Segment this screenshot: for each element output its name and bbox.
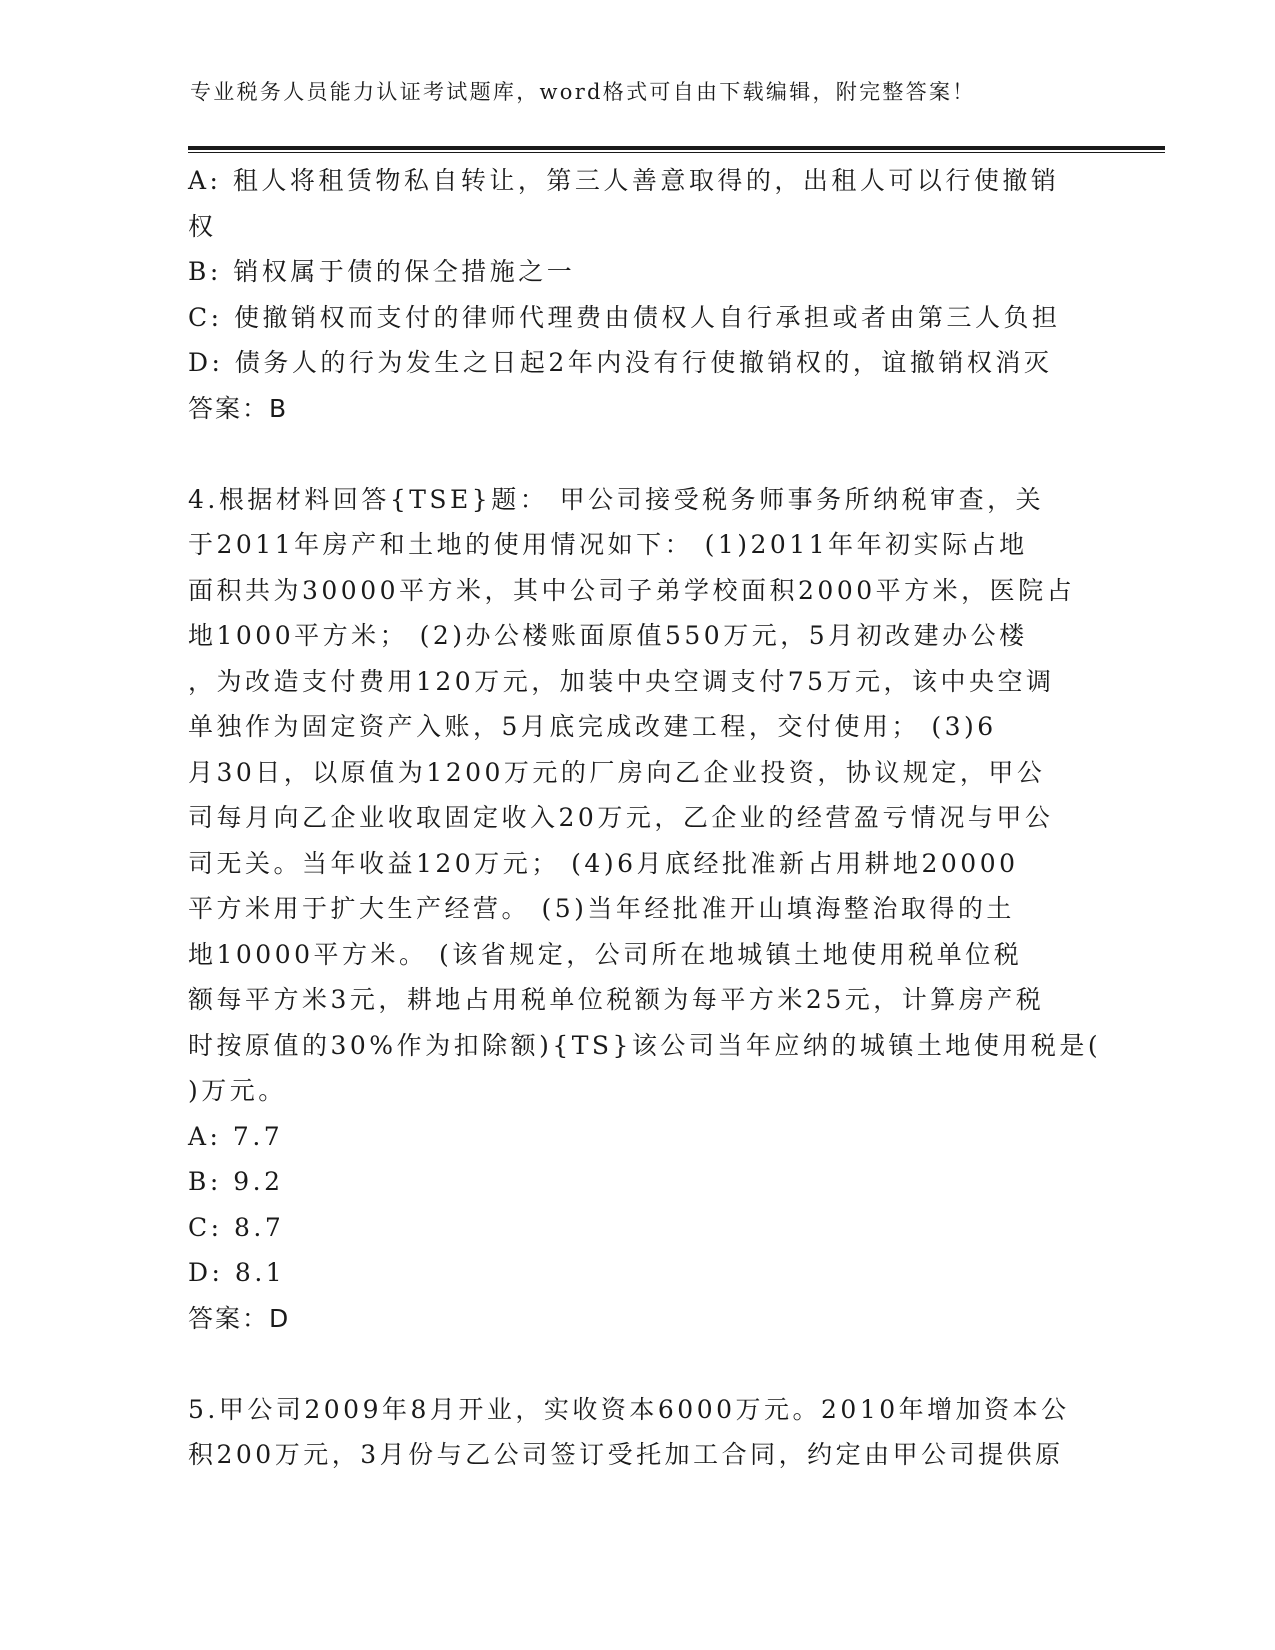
question-4-text-line: 额每平方米3元，耕地占用税单位税额为每平方米25元，计算房产税 — [188, 985, 1045, 1014]
question-4-option-d: D: 8.1 — [188, 1258, 286, 1287]
question-5-text-line: 积200万元，3月份与乙公司签订受托加工合同，约定由甲公司提供原 — [188, 1440, 1064, 1469]
question-4-block — [188, 477, 1102, 1342]
question-4-text-line: 司每月向乙企业收取固定收入20万元，乙企业的经营盈亏情况与甲公 — [188, 803, 1054, 832]
question-3-block — [188, 158, 1088, 431]
spacer — [188, 1341, 1088, 1387]
question-4-text-line: 时按原值的30%作为扣除额){TS}该公司当年应纳的城镇土地使用税是( — [188, 1030, 1102, 1060]
question-3-option-b: B: 销权属于债的保仝措施之一 — [188, 257, 576, 286]
question-4-text-line: 司无关。当年收益120万元； (4)6月底经批准新占用耕地20000 — [188, 848, 1019, 878]
question-4-text-line: ，为改造支付费用120万元，加装中央空调支付75万元，该中央空调 — [188, 666, 1055, 696]
question-4-text-line: 地1000平方米； (2)办公楼账面原值550万元，5月初改建办公楼 — [188, 621, 1028, 650]
question-3-option-c: C: 使撤销权而支付的律师代理费由债权人自行承担或者由第三人负担 — [188, 302, 1061, 332]
question-4-text-line: 于2011年房产和土地的使用情况如下： (1)2011年年初实际占地 — [188, 530, 1028, 559]
question-4-option-b: B: 9.2 — [188, 1167, 284, 1196]
header-rule — [188, 146, 1165, 150]
question-4-option-a: A: 7.7 — [188, 1121, 284, 1151]
page-header: 专业税务人员能力认证考试题库，word格式可自由下载编辑，附完整答案！ — [190, 80, 976, 104]
question-4-text-line: 4.根据材料回答{TSE}题： 甲公司接受税务师事务所纳税审查，关 — [188, 484, 1045, 514]
question-3-answer: 答案：B — [188, 393, 289, 423]
question-5-text-line: 5.甲公司2009年8月开业，实收资本6000万元。2010年增加资本公 — [188, 1394, 1070, 1424]
question-3-option-a: A: 租人将租赁物私自转让，第三人善意取得的，出租人可以行使撤销 — [188, 166, 1060, 195]
question-4-text-line: 月30日，以原值为1200万元的厂房向乙企业投资，协议规定，甲公 — [188, 757, 1046, 787]
question-4-text-line: 单独作为固定资产入账，5月底完成改建工程，交付使用； (3)6 — [188, 712, 997, 741]
document-body — [188, 158, 1102, 1478]
question-4-text-line: 面积共为30000平方米，其中公司子弟学校面积2000平方米，医院占 — [188, 575, 1076, 605]
question-4-text-line: 地10000平方米。 (该省规定，公司所在地城镇土地使用税单位税 — [188, 939, 1023, 969]
question-3-option-d: D: 债务人的行为发生之日起2年内没有行使撤销权的，谊撤销权消灭 — [188, 348, 1053, 377]
question-4-text-line: 平方米用于扩大生产经营。 (5)当年经批准开山填海整治取得的土 — [188, 894, 1015, 923]
question-3-option-a-cont: 权 — [188, 211, 217, 241]
question-5-block — [188, 1387, 1088, 1478]
question-4-option-c: C: 8.7 — [188, 1212, 285, 1242]
spacer — [188, 431, 1088, 477]
header-rule-thin — [188, 152, 1165, 153]
question-4-text-line: )万元。 — [188, 1076, 287, 1105]
question-4-answer: 答案：D — [188, 1303, 291, 1333]
